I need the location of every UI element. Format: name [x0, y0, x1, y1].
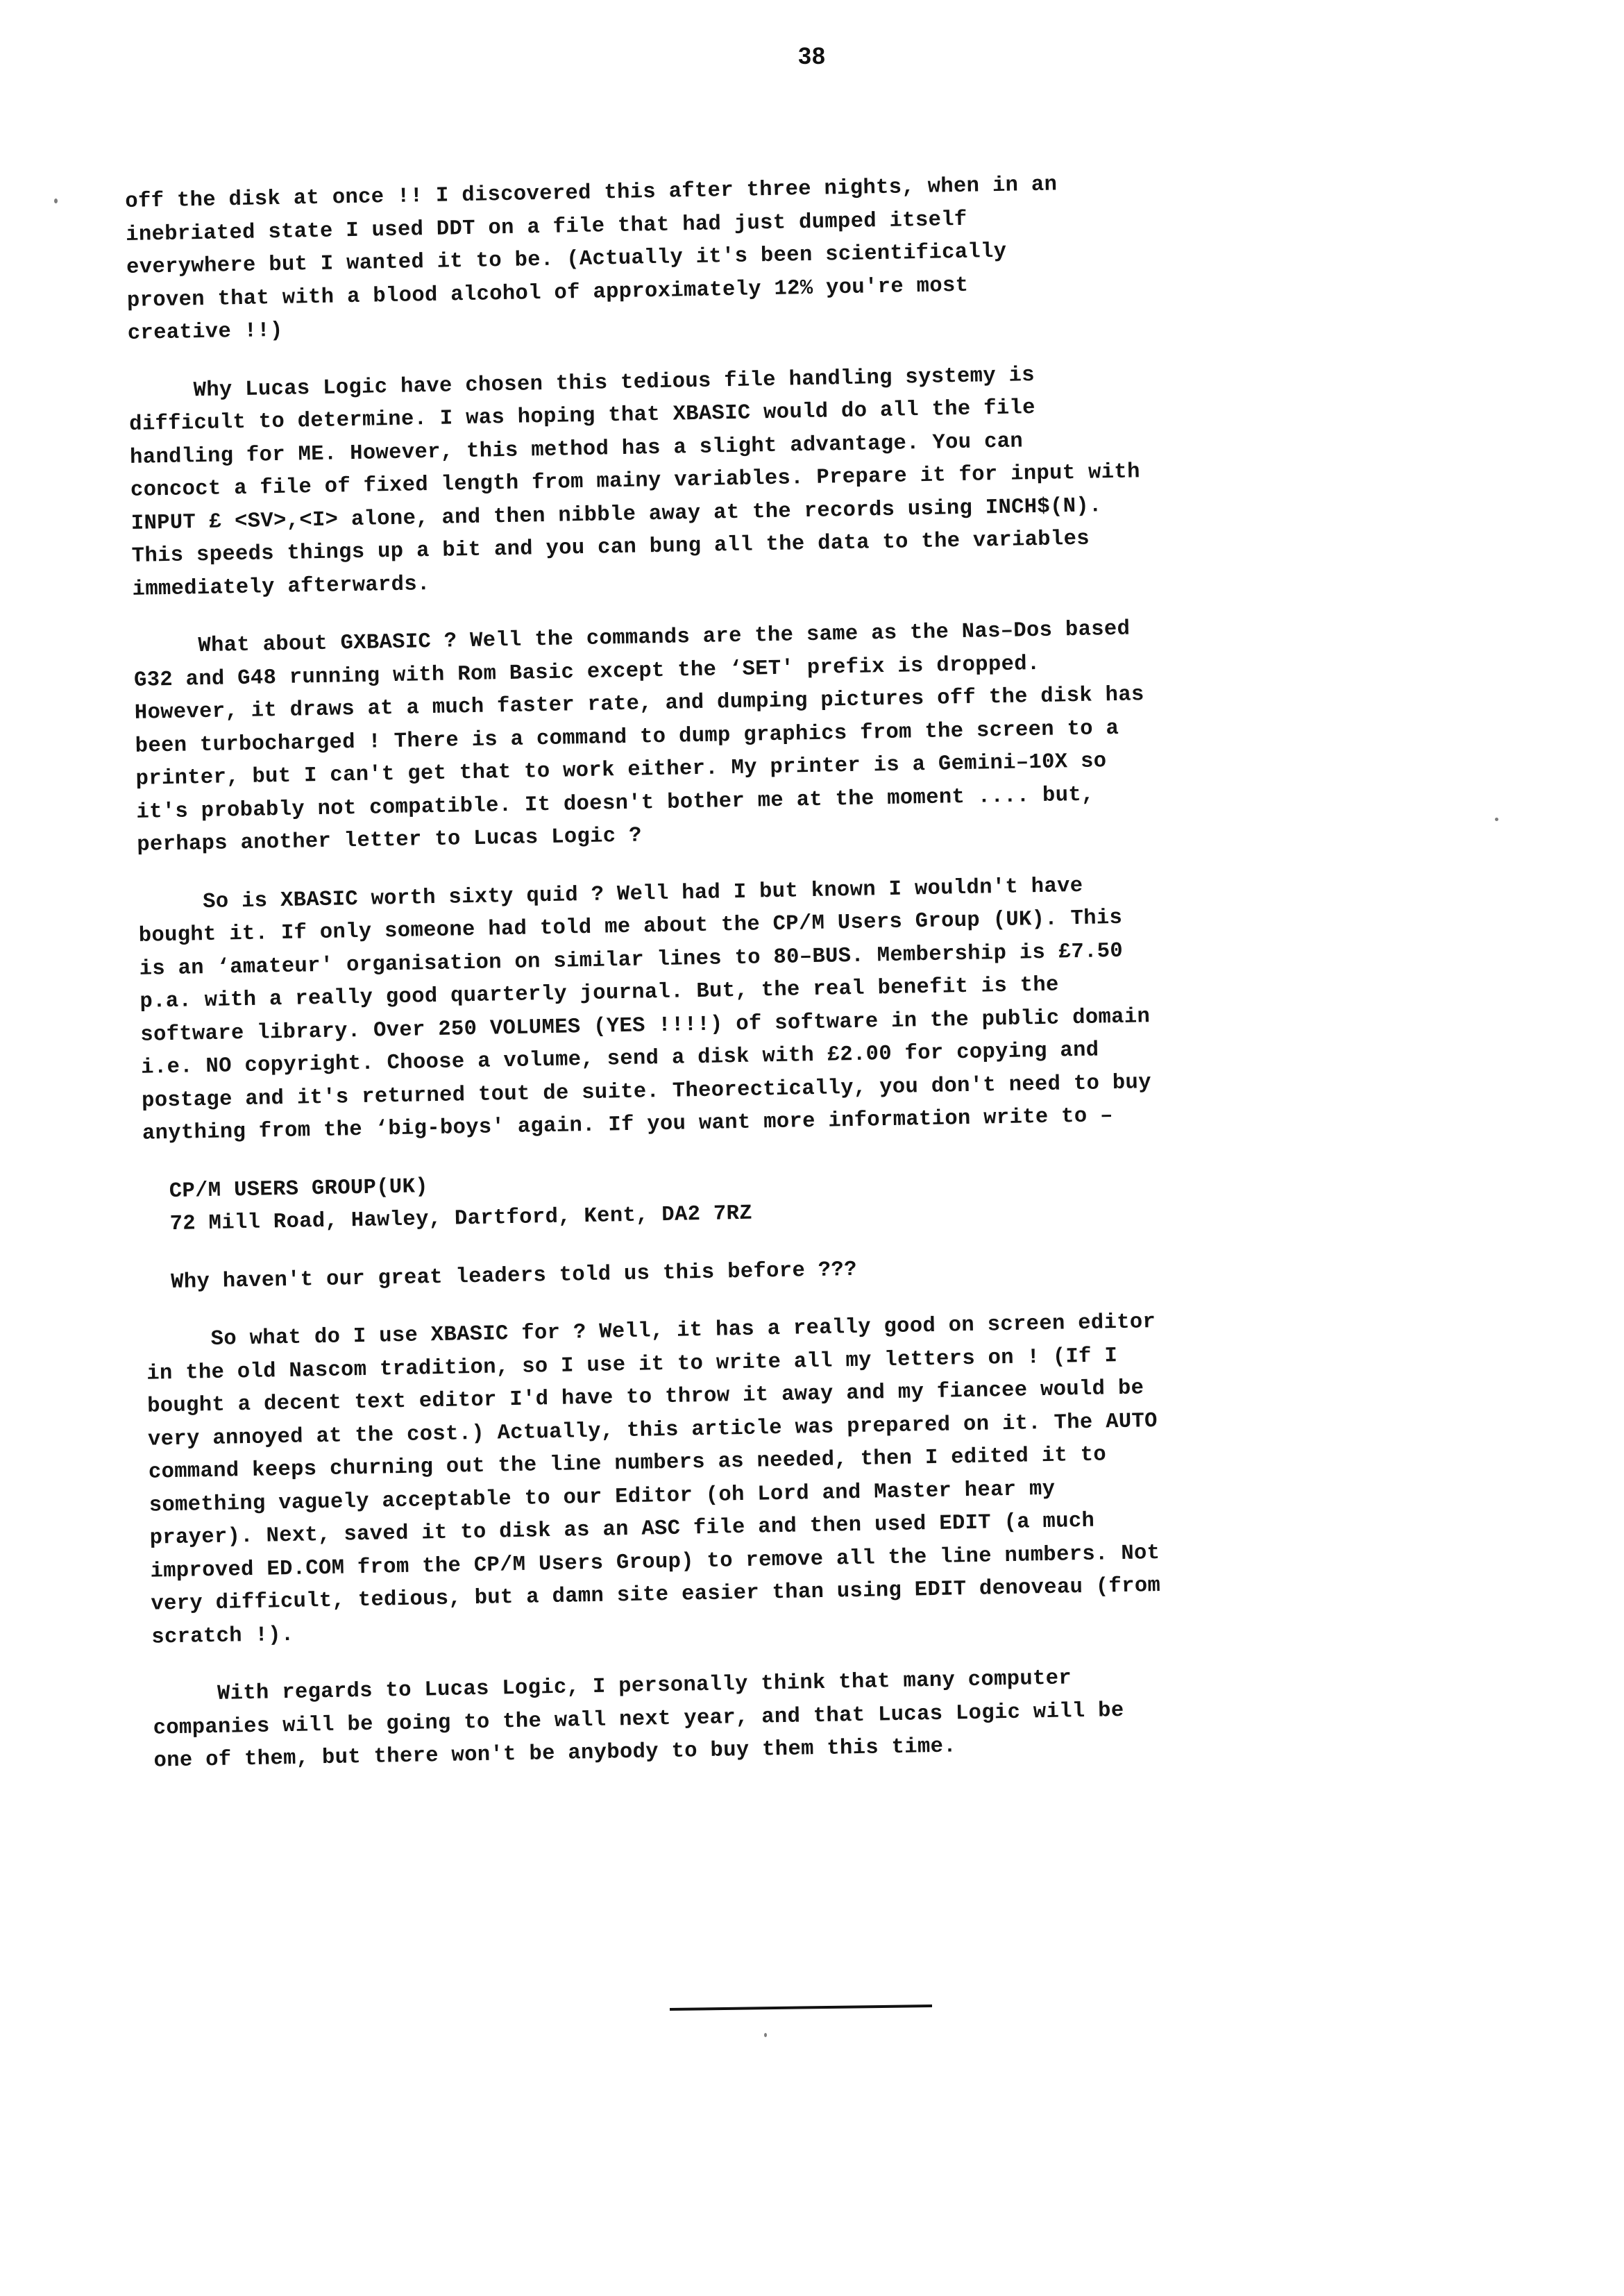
text-line: bought a decent text editor I′d have to throw it away and my fiancee would be	[146, 1376, 1144, 1419]
text-line: perhaps another letter to Lucas Logic ?	[137, 824, 643, 857]
text-line: creative !!)	[127, 319, 284, 346]
text-line: postage and it′s returned tout de suite. Theorectically, you don′t need to buy	[141, 1070, 1152, 1113]
text-line: is an ‘amateur′ organisation on similar lines to 80–BUS. Membership is £7.50	[139, 939, 1124, 981]
text-line: been turbocharged ! There is a command to dump graphics from the screen to a	[135, 716, 1119, 759]
text-line: it′s probably not compatible. It doesn′t bother me at the moment .... but,	[136, 783, 1094, 825]
text-line: Why Lucas Logic have chosen this tedious file handling systemy is	[128, 363, 1035, 404]
text-line: This speeds things up a bit and you can bung all the data to the variables	[131, 527, 1090, 568]
paragraph-xbasic-editor-use	[146, 1301, 1470, 1655]
text-line: off the disk at once !! I discovered this after three nights, when in an	[125, 173, 1058, 214]
paragraph-gxbasic	[133, 607, 1456, 862]
address-block-cpm-users-group	[143, 1151, 1462, 1242]
text-line: anything from the ‘big-boys′ again. If you want more information write to –	[142, 1104, 1114, 1146]
text-line: INPUT £ <SV>,<I> alone, and then nibble away at the records using INCH$(N).	[130, 493, 1102, 536]
text-line: concoct a file of fixed length from mainy variables. Prepare it for input with	[130, 460, 1141, 503]
paragraph-cpm-users-group	[138, 863, 1462, 1151]
text-line: bought it. If only someone had told me about the CP/M Users Group (UK). This	[138, 906, 1123, 948]
text-line: one of them, but there won′t be anybody to buy them this time.	[153, 1734, 957, 1773]
paragraph-question-leaders	[145, 1242, 1464, 1299]
text-line: improved ED.COM from the CP/M Users Group) to remove all the line numbers. Not	[150, 1541, 1160, 1584]
text-line: CP/M USERS GROUP(UK)	[143, 1174, 429, 1204]
text-line: very difficult, tedious, but a damn site easier than using EDIT denoveau (from	[151, 1573, 1161, 1617]
text-line: So is XBASIC worth sixty quid ? Well had I but known I wouldn′t have	[137, 874, 1083, 915]
text-line: immediately afterwards.	[132, 572, 430, 602]
text-line: proven that with a blood alcohol of approximately 12% you′re most	[126, 273, 969, 313]
article-body	[125, 162, 1473, 1778]
text-line: difficult to determine. I was hoping that XBASIC would do all the file	[128, 396, 1036, 437]
text-line: 72 Mill Road, Hawley, Dartford, Kent, DA2 7RZ	[144, 1201, 753, 1237]
text-line: So what do I use XBASIC for ? Well, it has a really good on screen editor	[146, 1310, 1156, 1353]
text-line: software library. Over 250 VOLUMES (YES !!!!) of software in the public domain	[140, 1004, 1151, 1047]
paragraph-lucas-logic-file-handling	[128, 352, 1451, 607]
scan-speck	[1495, 818, 1498, 821]
scan-speck	[54, 199, 58, 203]
section-divider-rule	[670, 2004, 932, 2011]
text-line: scratch !).	[151, 1623, 294, 1650]
text-line: prayer). Next, saved it to disk as an ASC file and then used EDIT (a much	[149, 1509, 1095, 1551]
text-line: everywhere but I wanted it to be. (Actually it′s been scientifically	[126, 239, 1007, 280]
text-line: However, it draws at a much faster rate, and dumping pictures off the disk has	[134, 683, 1144, 725]
text-line: Why haven′t our great leaders told us this before ???	[144, 1258, 858, 1295]
text-line: very annoyed at the cost.) Actually, this article was prepared on it. The AUTO	[147, 1409, 1158, 1452]
text-line: What about GXBASIC ? Well the commands are the same as the Nas–Dos based	[133, 617, 1131, 659]
text-line: command keeps churning out the line numbers as needed, then I edited it to	[148, 1443, 1107, 1485]
text-line: inebriated state I used DDT on a file that had just dumped itself	[125, 208, 967, 247]
text-line: companies will be going to the wall next year, and that Lucas Logic will be	[153, 1698, 1124, 1741]
paragraph-closing-lucas-logic	[152, 1655, 1472, 1778]
text-line: handling for ME. However, this method has a slight advantage. You can	[129, 429, 1024, 470]
text-line: in the old Nascom tradition, so I use it to write all my letters on ! (If I	[146, 1344, 1118, 1386]
text-line: i.e. NO copyright. Choose a volume, send a disk with £2.00 for copying and	[140, 1038, 1099, 1080]
text-line: With regards to Lucas Logic, I personally think that many computer	[152, 1666, 1072, 1707]
text-line: p.a. with a really good quarterly journal. But, the real benefit is the	[139, 973, 1060, 1014]
paragraph-disk-ddt	[125, 162, 1446, 351]
text-line: printer, but I can′t get that to work either. My printer is a Gemini–10X so	[135, 750, 1107, 791]
page-number: 38	[798, 43, 826, 69]
text-line: G32 and G48 running with Rom Basic except the ‘SET′ prefix is dropped.	[133, 652, 1040, 693]
scan-speck	[764, 2033, 767, 2037]
text-line: something vaguely acceptable to our Editor (oh Lord and Master hear my	[149, 1477, 1056, 1518]
